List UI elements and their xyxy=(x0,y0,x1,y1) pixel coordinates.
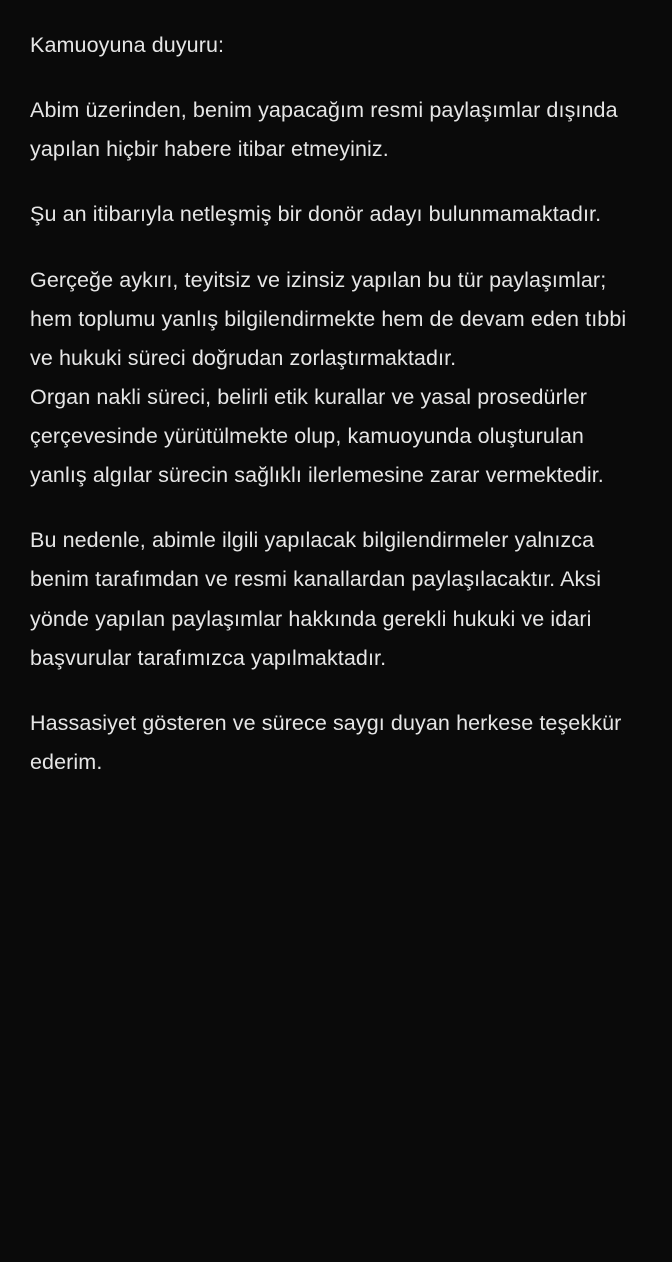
paragraph-false-sharing-harm: Gerçeğe aykırı, teyitsiz ve izinsiz yapılan bu tür paylaşımlar; hem toplumu yanlış bilgilendirmekte hem de devam eden tıbbi ve hukuki süreci doğrudan zorlaştırmaktadır. xyxy=(30,267,627,370)
paragraph-transplant-process-rules: Organ nakli süreci, belirli etik kurallar ve yasal prosedürler çerçevesinde yürütülmekte olup, kamuoyunda oluşturulan yanlış algılar sürecin sağlıklı ilerlemesine zarar vermektedir. xyxy=(30,384,604,488)
paragraph-no-unofficial-news: Abim üzerinden, benim yapacağım resmi paylaşımlar dışında yapılan hiçbir habere itibar etmeyiniz. xyxy=(30,98,618,162)
paragraph-official-channels-only: Bu nedenle, abimle ilgili yapılacak bilgilendirmeler yalnızca benim tarafımdan ve resmi kanallardan paylaşılacaktır. Aksi yönde yapılan paylaşımlar hakkında gerekli hukuki ve idari başvurular tarafımızca yapılmaktadır. xyxy=(30,528,602,670)
announcement-heading: Kamuoyuna duyuru: xyxy=(30,33,225,57)
paragraph-thanks: Hassasiyet gösteren ve sürece saygı duyan herkese teşekkür ederim. xyxy=(30,710,622,774)
paragraph-no-donor-candidate: Şu an itibarıyla netleşmiş bir donör adayı bulunmamaktadır. xyxy=(30,202,602,227)
